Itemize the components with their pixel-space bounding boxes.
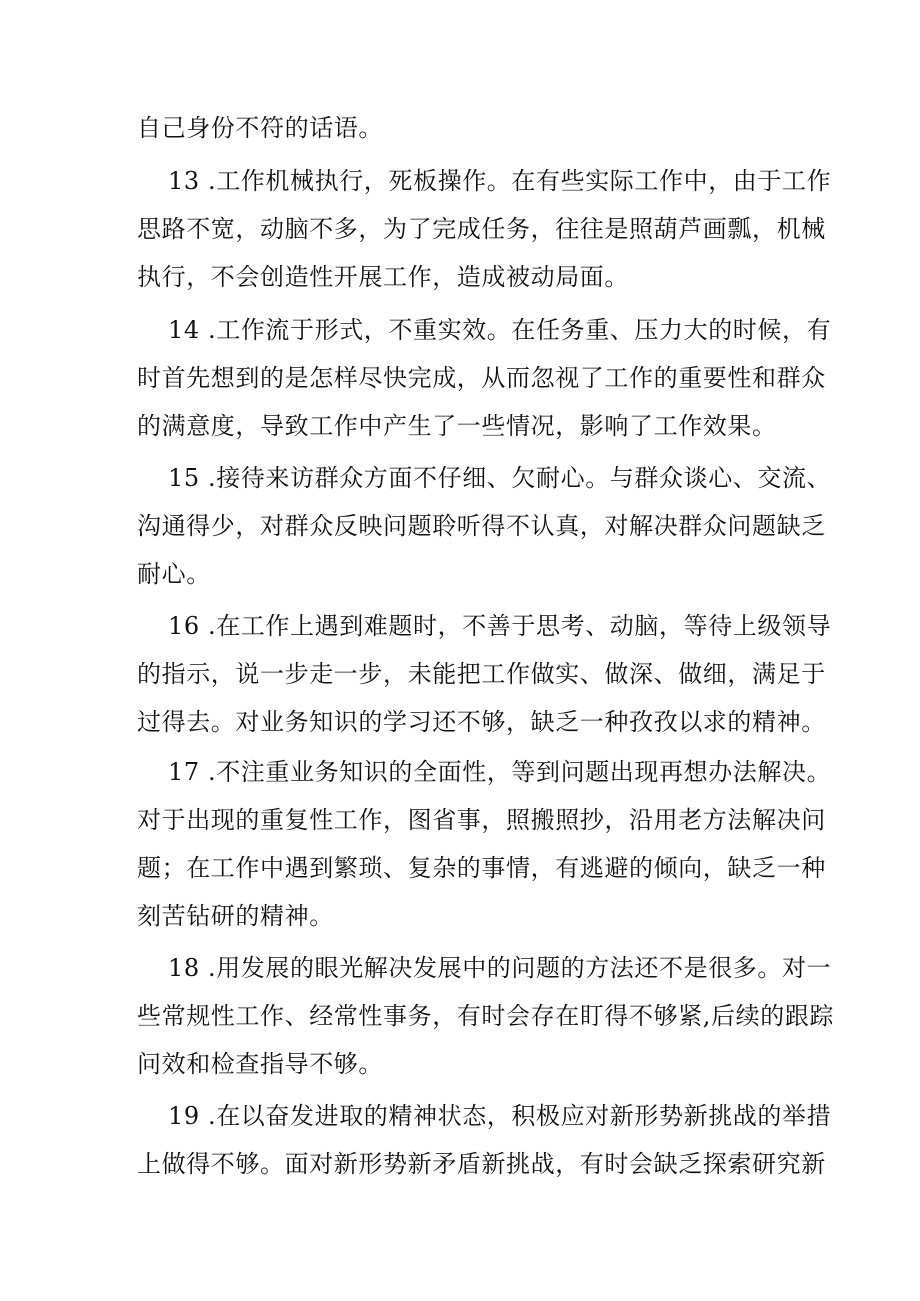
text-line: 的指示，说一步走一步，未能把工作做实、做深、做细，满足于 [137, 660, 826, 688]
text-line: 17 .不注重业务知识的全面性，等到问题出现再想办法解决。 [168, 758, 832, 786]
text-line: 思路不宽，动脑不多，为了完成任务，往往是照葫芦画瓢，机械 [137, 215, 826, 243]
text-line: 对于出现的重复性工作，图省事，照搬照抄，沿用老方法解决问 [137, 806, 826, 834]
text-line: 过得去。对业务知识的学习还不够，缺乏一种孜孜以求的精神。 [137, 708, 826, 736]
text-line: 问效和检查指导不够。 [137, 1050, 383, 1078]
text-line: 些常规性工作、经常性事务，有时会存在盯得不够紧,后续的跟踪 [137, 1002, 835, 1030]
text-line: 沟通得少，对群众反映问题聆听得不认真，对解决群众问题缺乏 [137, 512, 826, 540]
text-line: 14 .工作流于形式，不重实效。在任务重、压力大的时候，有 [168, 316, 832, 344]
text-line: 上做得不够。面对新形势新矛盾新挑战，有时会缺乏探索研究新 [137, 1150, 826, 1178]
text-line: 刻苦钻研的精神。 [137, 902, 334, 930]
text-line: 18 .用发展的眼光解决发展中的问题的方法还不是很多。对一 [168, 954, 832, 982]
text-line: 执行，不会创造性开展工作，造成被动局面。 [137, 263, 629, 291]
text-line: 的满意度，导致工作中产生了一些情况，影响了工作效果。 [137, 412, 777, 440]
text-line: 15 .接待来访群众方面不仔细、欠耐心。与群众谈心、交流、 [168, 464, 832, 492]
text-line: 自己身份不符的话语。 [137, 114, 383, 142]
text-line: 时首先想到的是怎样尽快完成，从而忽视了工作的重要性和群众 [137, 364, 826, 392]
text-line: 耐心。 [137, 560, 211, 588]
text-line: 题；在工作中遇到繁琐、复杂的事情，有逃避的倾向，缺乏一种 [137, 854, 826, 882]
text-line: 13 .工作机械执行，死板操作。在有些实际工作中，由于工作 [168, 167, 832, 195]
text-line: 16 .在工作上遇到难题时，不善于思考、动脑，等待上级领导 [168, 612, 832, 640]
text-line: 19 .在以奋发进取的精神状态，积极应对新形势新挑战的举措 [168, 1102, 832, 1130]
